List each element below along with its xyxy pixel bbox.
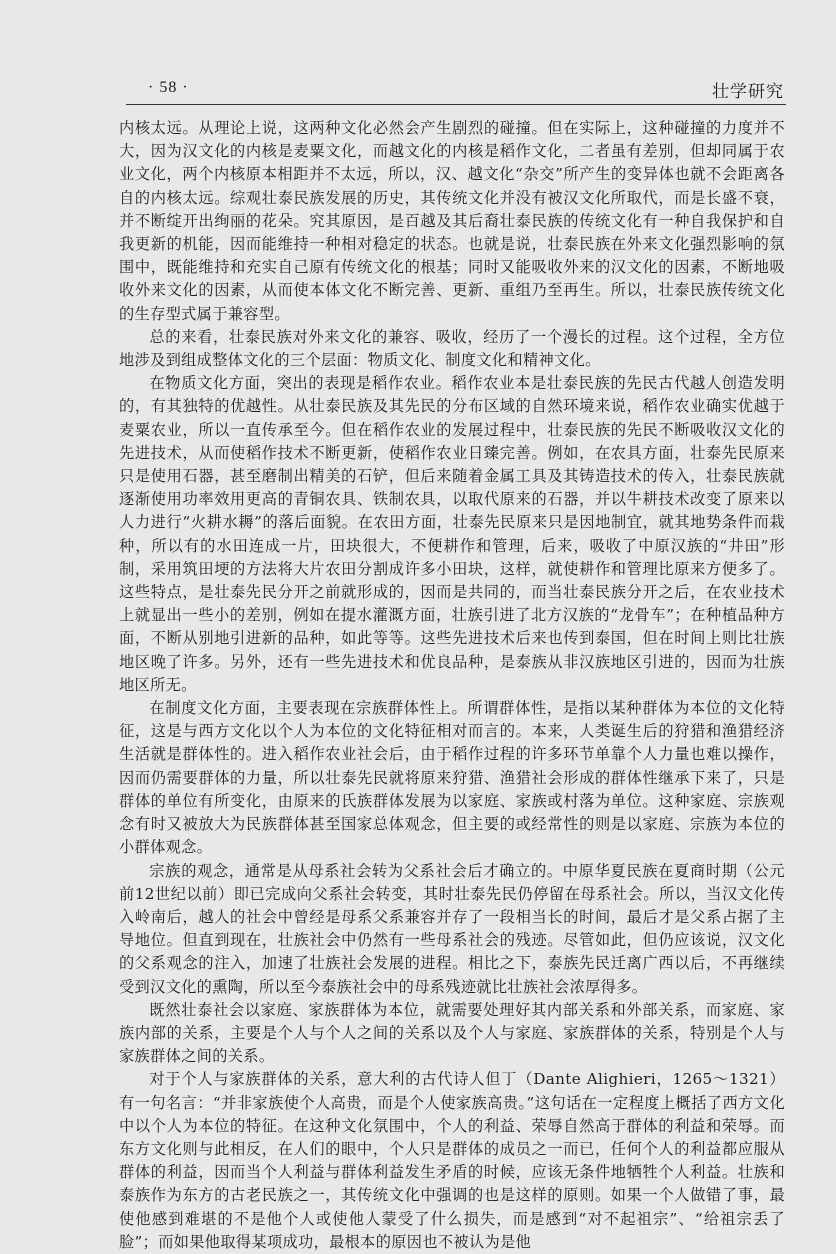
running-header xyxy=(126,76,786,105)
paragraph: 在制度文化方面，主要表现在宗族群体性上。所谓群体性，是指以某种群体为本位的文化特征，这是与西方文化以个人为本位的文化特征相对而言的。本来，人类诞生后的狩猎和渔猎经济生活就是群体性的。进入稻作农业社会后，由于稻作过程的许多环节单靠个人力量也难以操作，因而仍需要群体的力量，所以壮泰先民就将原来狩猎、渔猎社会形成的群体性继承下来了，只是群体的单位有所变化，由原来的氏族群体发展为以家庭、家族或村落为单位。这种家庭、宗族观念有时又被放大为民族群体甚至国家总体观念，但主要的或经常性的则是以家庭、宗族为本位的小群体观念。 xyxy=(119,699,785,857)
paragraph: 既然壮泰社会以家庭、家族群体为本位，就需要处理好其内部关系和外部关系，而家庭、家族内部的关系，主要是个人与个人之间的关系以及个人与家庭、家族群体的关系，特别是个人与家族群体之间的关系。 xyxy=(119,1000,785,1066)
paragraph: 在物质文化方面，突出的表现是稻作农业。稻作农业本是壮泰民族的先民古代越人创造发明的，有其独特的优越性。从壮泰民族及其先民的分布区域的自然环境来说，稻作农业确实优越于麦粟农业，所以一直传承至今。但在稻作农业的发展过程中，壮泰民族的先民不断吸收汉文化的先进技术，从而使稻作技术不断更新，使稻作农业日臻完善。例如，在农具方面，壮泰先民原来只是使用石器，甚至磨制出精美的石铲，但后来随着金属工具及其铸造技术的传入，壮泰民族就逐渐使用功率效用更高的青铜农具、铁制农具，以取代原来的石器，并以牛耕技术改变了原来以人力进行“火耕水耨”的落后面貌。在农田方面，壮泰先民原来只是因地制宜，就其地势条件而栽种，所以有的水田连成一片，田块很大，不便耕作和管理，后来，吸收了中原汉族的“井田”形制，采用筑田埂的方法将大片农田分割成许多小田块，这样，就使耕作和管理比原来方便多了。这些特点，是壮泰先民分开之前就形成的，因而是共同的，而当壮泰民族分开之后，在农业技术上就显出一些小的差别，例如在提水灌溉方面，壮族引进了北方汉族的“龙骨车”；在种植品种方面，不断从别地引进新的品种，如此等等。这些先进技术后来也传到泰国，但在时间上则比壮族地区晚了许多。另外，还有一些先进技术和优良品种，是泰族从非汉族地区引进的，因而为壮族地区所无。 xyxy=(119,374,785,694)
journal-title: 壮学研究 xyxy=(712,82,784,102)
page-number: · 58 · xyxy=(148,79,189,96)
paragraph: 总的来看，壮泰民族对外来文化的兼容、吸收，经历了一个漫长的过程。这个过程，全方位地涉及到组成整体文化的三个层面：物质文化、制度文化和精神文化。 xyxy=(119,327,785,370)
paragraph: 对于个人与家族群体的关系，意大利的古代诗人但丁（Dante Alighieri，1265～1321）有一句名言：“并非家族使个人高贵，而是个人使家族高贵。”这句话在一定程度上概括了西方文化中以个人为本位的特征。在这种文化氛围中，个人的利益、荣辱自然高于群体的利益和荣辱。而东方文化则与此相反，在人们的眼中，个人只是群体的成员之一而已，任何个人的利益都应服从群体的利益，因而当个人利益与群体利益发生矛盾的时候，应该无条件地牺牲个人利益。壮族和泰族作为东方的古老民族之一，其传统文化中强调的也是这样的原则。如果一个人做错了事，最使他感到难堪的不是他个人或使他人蒙受了什么损失，而是感到“对不起祖宗”、“给祖宗丢了脸”；而如果他取得某项成功，最根本的原因也不被认为是他 xyxy=(119,1070,785,1251)
paragraph: 内核太远。从理论上说，这两种文化必然会产生剧烈的碰撞。但在实际上，这种碰撞的力度并不大，因为汉文化的内核是麦粟文化，而越文化的内核是稻作文化，二者虽有差别，但却同属于农业文化，两个内核原本相距并不太远，所以，汉、越文化“杂交”所产生的变异体也就不会距离各自的内核太远。综观壮泰民族发展的历史，其传统文化并没有被汉文化所取代，而是长盛不衰，并不断绽开出绚丽的花朵。究其原因，是百越及其后裔壮泰民族的传统文化有一种自我保护和自我更新的机能，因而能维持一种相对稳定的状态。也就是说，壮泰民族在外来文化强烈影响的氛围中，既能维持和充实自己原有传统文化的根基；同时又能吸收外来的汉文化的因素，不断地吸收外来文化的因素，从而使本体文化不断完善、更新、重组乃至再生。所以，壮泰民族传统文化的生存型式属于兼容型。 xyxy=(119,119,785,323)
article-body xyxy=(119,117,785,1254)
paragraph: 宗族的观念，通常是从母系社会转为父系社会后才确立的。中原华夏民族在夏商时期（公元前12世纪以前）即已完成向父系社会转变，其时壮泰先民仍停留在母系社会。所以，当汉文化传入岭南后，越人的社会中曾经是母系父系兼容并存了一段相当长的时间，最后才是父系占据了主导地位。但直到现在，壮族社会中仍然有一些母系社会的残迹。尽管如此，但仍应该说，汉文化的父系观念的注入，加速了壮族社会发展的进程。相比之下，泰族先民迁离广西以后，不再继续受到汉文化的熏陶，所以至今泰族社会中的母系残迹就比壮族社会浓厚得多。 xyxy=(119,861,785,996)
